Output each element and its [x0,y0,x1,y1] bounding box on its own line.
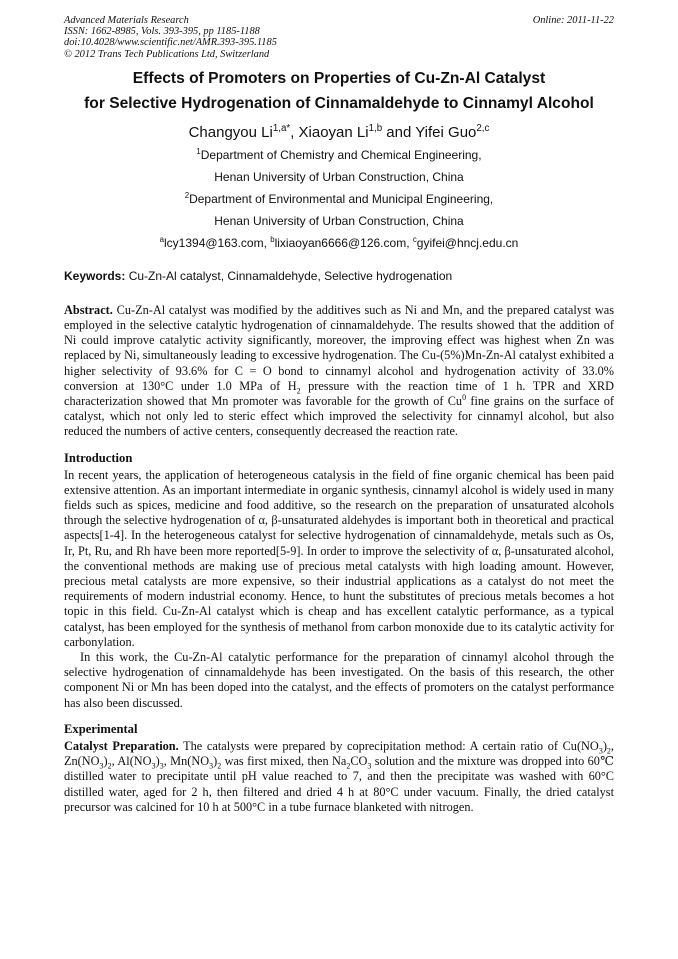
doi-line: doi:10.4028/www.scientific.net/AMR.393-395.1185 [64,37,277,49]
online-date: Online: 2011-11-22 [532,15,614,26]
author-name: , Xiaoyan Li [290,123,369,141]
copyright-line: © 2012 Trans Tech Publications Ltd, Switzerland [64,48,270,60]
affiliation-line: $^1$Department of Chemistry and Chemical Engineering, [196,146,482,162]
author-name: Changyou Li [188,123,273,141]
email-link: gyifei@hncj.edu.cn [416,235,519,250]
author-superscript: 2,c [476,122,490,134]
journal-header [64,15,614,60]
abstract-label: Abstract. [64,302,113,317]
affiliation-number: 2 [184,190,190,200]
journal-name: Advanced Materials Research [64,15,189,26]
paragraph: In this work, the Cu-Zn-Al catalytic performance for the preparation of cinnamyl alcohol through the selective hydrogenation of cinnamaldehyde has been investigated. On the basis of this research, the other component Ni or Mn has been doped into the catalyst, and the effects of promoters on the catalyst performance has also been discussed. [64,650,614,710]
affiliations [64,144,614,232]
email-link: lcy1394@163.com, [164,235,271,250]
keywords [64,268,614,284]
paper-page [64,15,614,815]
affiliation-number: 1 [196,146,201,156]
author-superscript: 1,a* [272,122,291,134]
abstract: Abstract. Cu-Zn-Al catalyst was modified by the additives such as Ni and Mn, and the prepared catalyst was employed in the selective catalytic hydrogenation of cinnamaldehyde. The results showed that the addition of Ni could improve catalytic activity significantly, moreover, the improving effect was highest when Zn was replaced by Ni, simultaneously leading to excessive hydrogenation. The Cu-(5%)Mn-Zn-Al catalyst exhibited a higher selectivity of 93.6% for C = O bond to cinnamyl alcohol and hydrogenation activity of 33.0% conversion at 130°C under 1.0 MPa of $H_2$ pressure with the reaction time of 1 h. TPR and XRD characterization showed that Mn promoter was favorable for the growth of Cu$^0$ fine grains on the surface of catalyst, which not only led to steric effect which improved the selectivity for cinnamyl alcohol, but also reduced the numbers of active centers, consequently decreased the reaction rate. [64,302,615,439]
section-heading-experimental: Experimental [64,721,138,736]
title-line-1: Effects of Promoters on Properties of Cu-Zn-Al Catalyst [132,69,546,87]
paragraph: In recent years, the application of heterogeneous catalysis in the field of fine organic chemical has been paid extensive attention. As an important intermediate in organic synthesis, cinnamyl alcohol is widely used in many fields such as spices, medicine and food additive, so the research on the preparation of unsaturated alcohols through the selective hydrogenation of α, β-unsaturated aldehydes is important both in theoretical and practical aspects[1-4]. In the heterogeneous catalyst for selective hydrogenation of cinnamaldehyde, metals such as Os, Ir, Pt, Ru, and Rh have been more reported[5-9]. In order to improve the selectivity of α, β-unsaturated alcohol, the conventional methods are making use of precious metal catalysts with high loading amount. However, precious metal catalysts are more expensive, so their industrial applications as a catalyst do not meet the requirements of modern industrial economy. Hence, to hunt the substitutes of precious metals becomes a hot topic in this field. Cu-Zn-Al catalyst which is cheap and has excellent catalytic performance, as a typical catalyst, has been employed for the synthesis of methanol from carbon monoxide due to its catalytic activity for carbonylation. [64,467,614,649]
affiliation-line: Henan University of Urban Construction, China [214,213,464,228]
issn-line: ISSN: 1662-8985, Vols. 393-395, pp 1185-1188 [64,26,260,38]
author-emails: $^a$lcy1394@163.com, $^b$lixiaoyan6666@126.com, $^c$gyifei@hncj.edu.cn [159,234,519,250]
author-list [64,122,614,144]
paragraph-catalyst-preparation: Catalyst Preparation. The catalysts were prepared by coprecipitation method: A certain ratio of $Cu(NO_3)_2$, $Zn(NO_3)_2$, $Al(NO_3)_3$, $Mn(NO_3)_2$ was first mixed, then $Na_2CO_3$ solution and the mixture was dropped into 60℃ distilled water to precipitate until pH value reached to 7, and then the precipitate was washed with 60°C distilled water, aged for 2 h, then filtered and dried 4 h at 80°C under vacuum. Finally, the dried catalyst precursor was calcined for 10 h at 500°C in a tube furnace blanketed with nitrogen. [64,738,614,814]
author-superscript: 1,b [368,122,383,134]
keywords-text: Cu-Zn-Al catalyst, Cinnamaldehyde, Selective hydrogenation [125,268,453,283]
title-line-2: for Selective Hydrogenation of Cinnamaldehyde to Cinnamyl Alcohol [84,94,594,112]
section-heading-introduction: Introduction [64,450,133,465]
paper-title [64,66,614,116]
keywords-label: Keywords: [64,268,126,283]
author-name: and Yifei Guo [382,123,477,141]
affiliation-line: $^2$Department of Environmental and Municipal Engineering, [184,190,494,206]
affiliation-line: Henan University of Urban Construction, China [214,169,464,184]
email-link: lixiaoyan6666@126.com, [274,235,413,250]
runin-heading: Catalyst Preparation. [64,738,179,753]
